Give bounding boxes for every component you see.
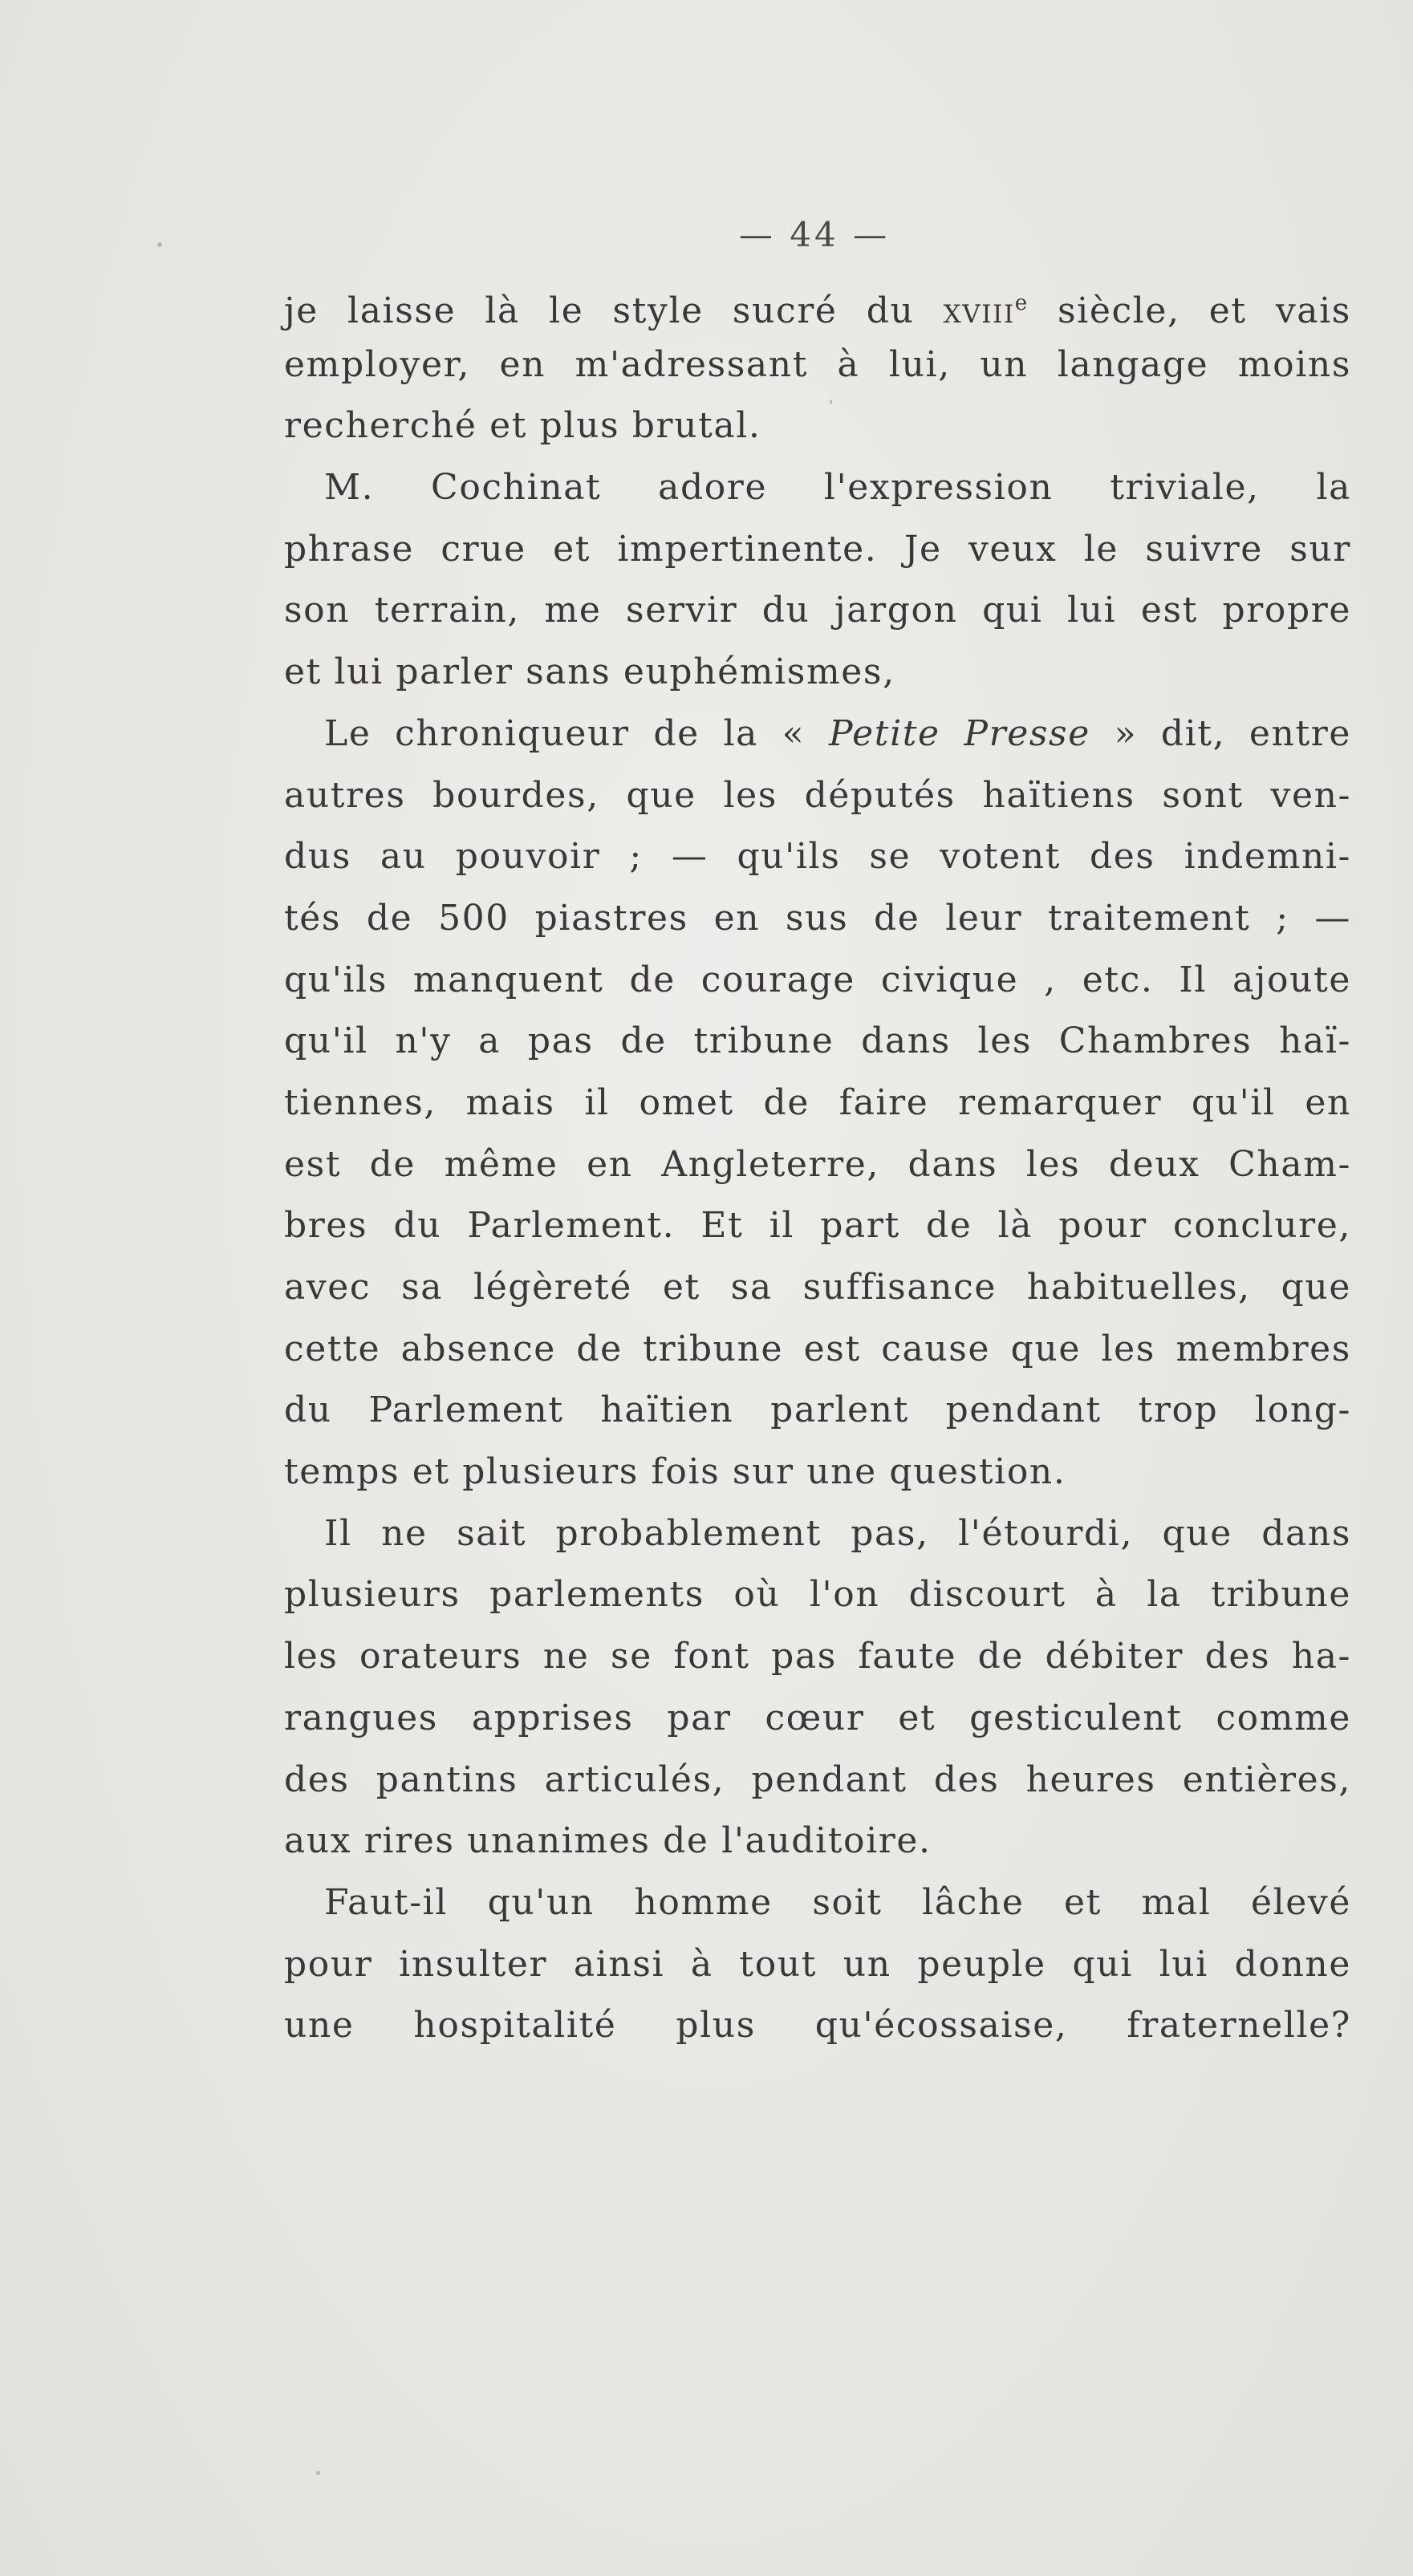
text-line: recherché et plus brutal. bbox=[284, 405, 761, 447]
text-line: cette absence de tribune est cause que les membres bbox=[284, 1328, 1351, 1369]
text-segment: Le chroniqueur de la « bbox=[324, 712, 829, 754]
text-line: avec sa légèreté et sa suffisance habituelles, que bbox=[284, 1267, 1351, 1308]
text-line: du Parlement haïtien parlent pendant trop long- bbox=[284, 1389, 1351, 1431]
text-line bbox=[284, 704, 1351, 765]
paper-speck bbox=[157, 242, 162, 247]
text-line: M. Cochinat adore l'expression triviale, la bbox=[324, 467, 1351, 509]
text-line: une hospitalité plus qu'écossaise, fraternelle? bbox=[284, 2005, 1351, 2047]
text-line: dus au pouvoir ; — qu'ils se votent des indemni- bbox=[284, 836, 1351, 878]
text-line: tiennes, mais il omet de faire remarquer qu'il en bbox=[284, 1081, 1351, 1123]
text-line: qu'ils manquent de courage civique , etc. Il ajoute bbox=[284, 959, 1351, 1000]
text-line bbox=[284, 273, 1351, 335]
text-line: autres bourdes, que les députés haïtiens sont ven- bbox=[284, 774, 1351, 816]
paper-speck bbox=[830, 400, 832, 404]
text-line: employer, en m'adressant à lui, un langage moins bbox=[284, 343, 1351, 385]
text-segment: » dit, entre bbox=[1090, 712, 1352, 754]
text-line: plusieurs parlements où l'on discourt à la tribune bbox=[284, 1574, 1351, 1616]
page-number: — 44 — bbox=[738, 215, 891, 254]
text-line: Il ne sait probablement pas, l'étourdi, que dans bbox=[324, 1512, 1351, 1554]
text-line: son terrain, me servir du jargon qui lui est propre bbox=[284, 590, 1351, 631]
text-line: des pantins articulés, pendant des heures entières, bbox=[284, 1759, 1351, 1800]
text-line: qu'il n'y a pas de tribune dans les Chambres haï- bbox=[284, 1020, 1351, 1062]
century-numeral: xviii bbox=[943, 290, 1015, 331]
paper-speck bbox=[316, 2471, 320, 2475]
text-line: phrase crue et impertinente. Je veux le suivre sur bbox=[284, 528, 1351, 570]
text-line: les orateurs ne se font pas faute de débiter des ha- bbox=[284, 1636, 1351, 1677]
newspaper-title: Petite Presse bbox=[828, 712, 1090, 754]
text-line: bres du Parlement. Et il part de là pour conclure, bbox=[284, 1205, 1351, 1247]
text-line: rangues apprises par cœur et gesticulent comme bbox=[284, 1697, 1351, 1738]
text-line: aux rires unanimes de l'auditoire. bbox=[284, 1820, 932, 1862]
text-line: et lui parler sans euphémismes, bbox=[284, 651, 895, 693]
text-line: temps et plusieurs fois sur une question. bbox=[284, 1451, 1066, 1493]
text-line: Faut-il qu'un homme soit lâche et mal élevé bbox=[324, 1881, 1351, 1923]
text-line: pour insulter ainsi à tout un peuple qui lui donne bbox=[284, 1943, 1351, 1985]
text-line: est de même en Angleterre, dans les deux Cham- bbox=[284, 1143, 1351, 1185]
text-segment: siècle, et vais bbox=[1028, 290, 1351, 331]
text-segment: je laisse là le style sucré du bbox=[284, 290, 944, 331]
century-superscript: e bbox=[1014, 291, 1029, 315]
body-text bbox=[284, 273, 1351, 2057]
text-line: tés de 500 piastres en sus de leur traitement ; — bbox=[284, 897, 1351, 939]
